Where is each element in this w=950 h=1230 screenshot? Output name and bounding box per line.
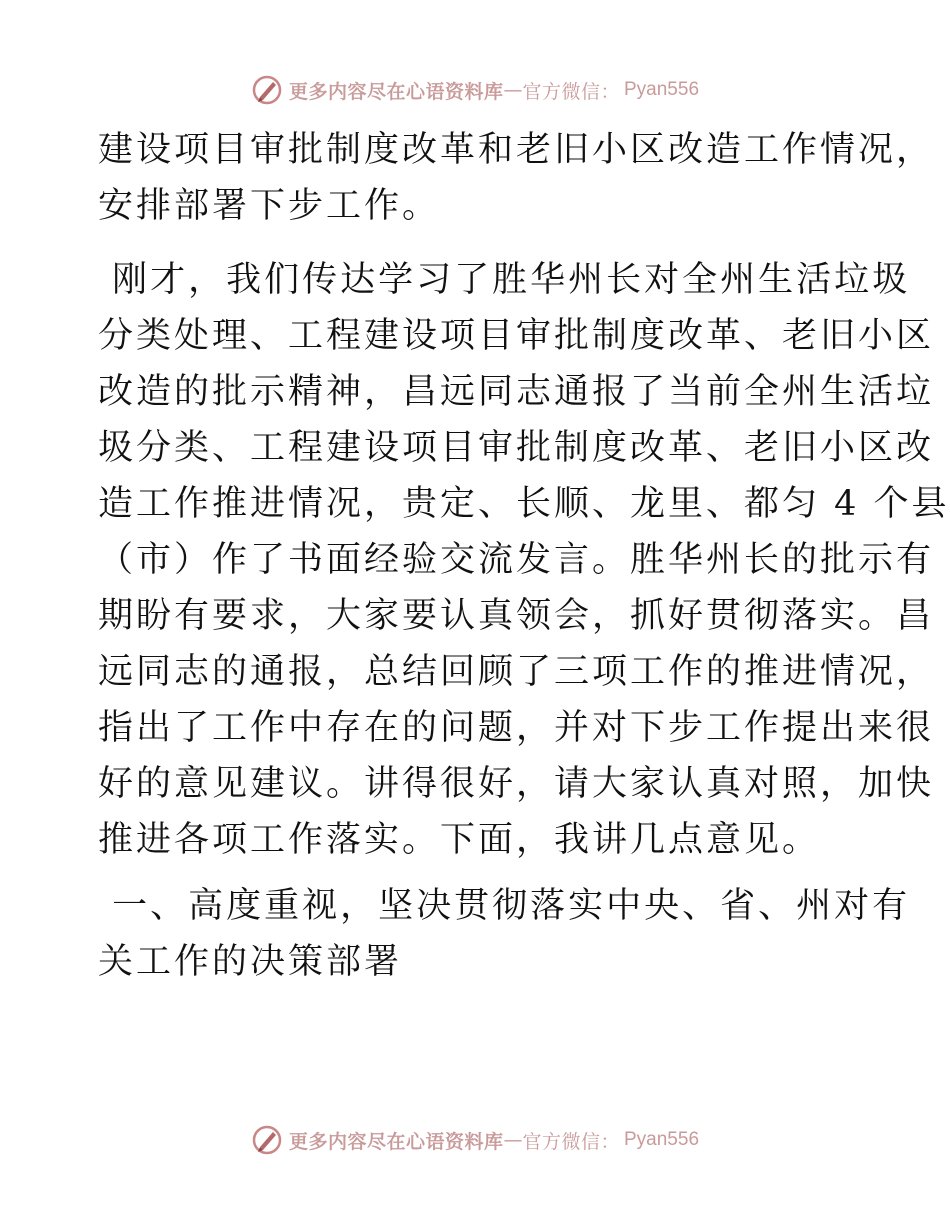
text-line: 推进各项工作落实。下面，我讲几点意见。	[98, 820, 821, 860]
watermark-account: Pyan556	[624, 1129, 700, 1150]
text-line: 圾分类、工程建设项目审批制度改革、老旧小区改	[98, 428, 935, 468]
watermark-account: Pyan556	[624, 79, 700, 100]
text-line: 改造的批示精神，昌远同志通报了当前全州生活垃	[98, 372, 935, 412]
text-line: 安排部署下步工作。	[98, 186, 441, 226]
text-line: 远同志的通报，总结回顾了三项工作的推进情况，	[98, 652, 935, 692]
text-line: 期盼有要求，大家要认真领会，抓好贯彻落实。昌	[98, 596, 935, 636]
text-line: （市）作了书面经验交流发言。胜华州长的批示有	[98, 540, 935, 580]
text-line: 好的意见建议。讲得很好，请大家认真对照，加快	[98, 764, 935, 804]
pen-logo-icon	[251, 74, 283, 106]
text-line: 分类处理、工程建设项目审批制度改革、老旧小区	[98, 316, 935, 356]
watermark-separator: —	[503, 79, 523, 101]
document-body	[98, 122, 950, 990]
text-line: 一、高度重视，坚决贯彻落实中央、省、州对有	[98, 886, 911, 926]
text-line: 关工作的决策部署	[98, 942, 403, 982]
watermark-brand-text: 更多内容尽在心语资料库	[288, 1130, 504, 1153]
watermark-separator: —	[503, 1129, 523, 1151]
paragraph-summary	[98, 252, 950, 868]
watermark-wechat-label: 官方微信：	[522, 80, 620, 103]
header-watermark	[0, 70, 950, 110]
pen-logo-icon	[251, 1124, 283, 1156]
footer-watermark	[0, 1120, 950, 1160]
paragraph-intro-continuation	[98, 122, 935, 234]
text-line: 刚才，我们传达学习了胜华州长对全州生活垃圾	[98, 260, 911, 300]
watermark-brand-text: 更多内容尽在心语资料库	[288, 80, 504, 103]
text-line: 建设项目审批制度改革和老旧小区改造工作情况，	[98, 130, 935, 170]
watermark-wechat-label: 官方微信：	[522, 1130, 620, 1153]
text-line: 指出了工作中存在的问题，并对下步工作提出来很	[98, 708, 935, 748]
text-line: 造工作推进情况，贵定、长顺、龙里、都匀 4 个县	[98, 484, 950, 524]
section-heading-1	[98, 878, 911, 990]
